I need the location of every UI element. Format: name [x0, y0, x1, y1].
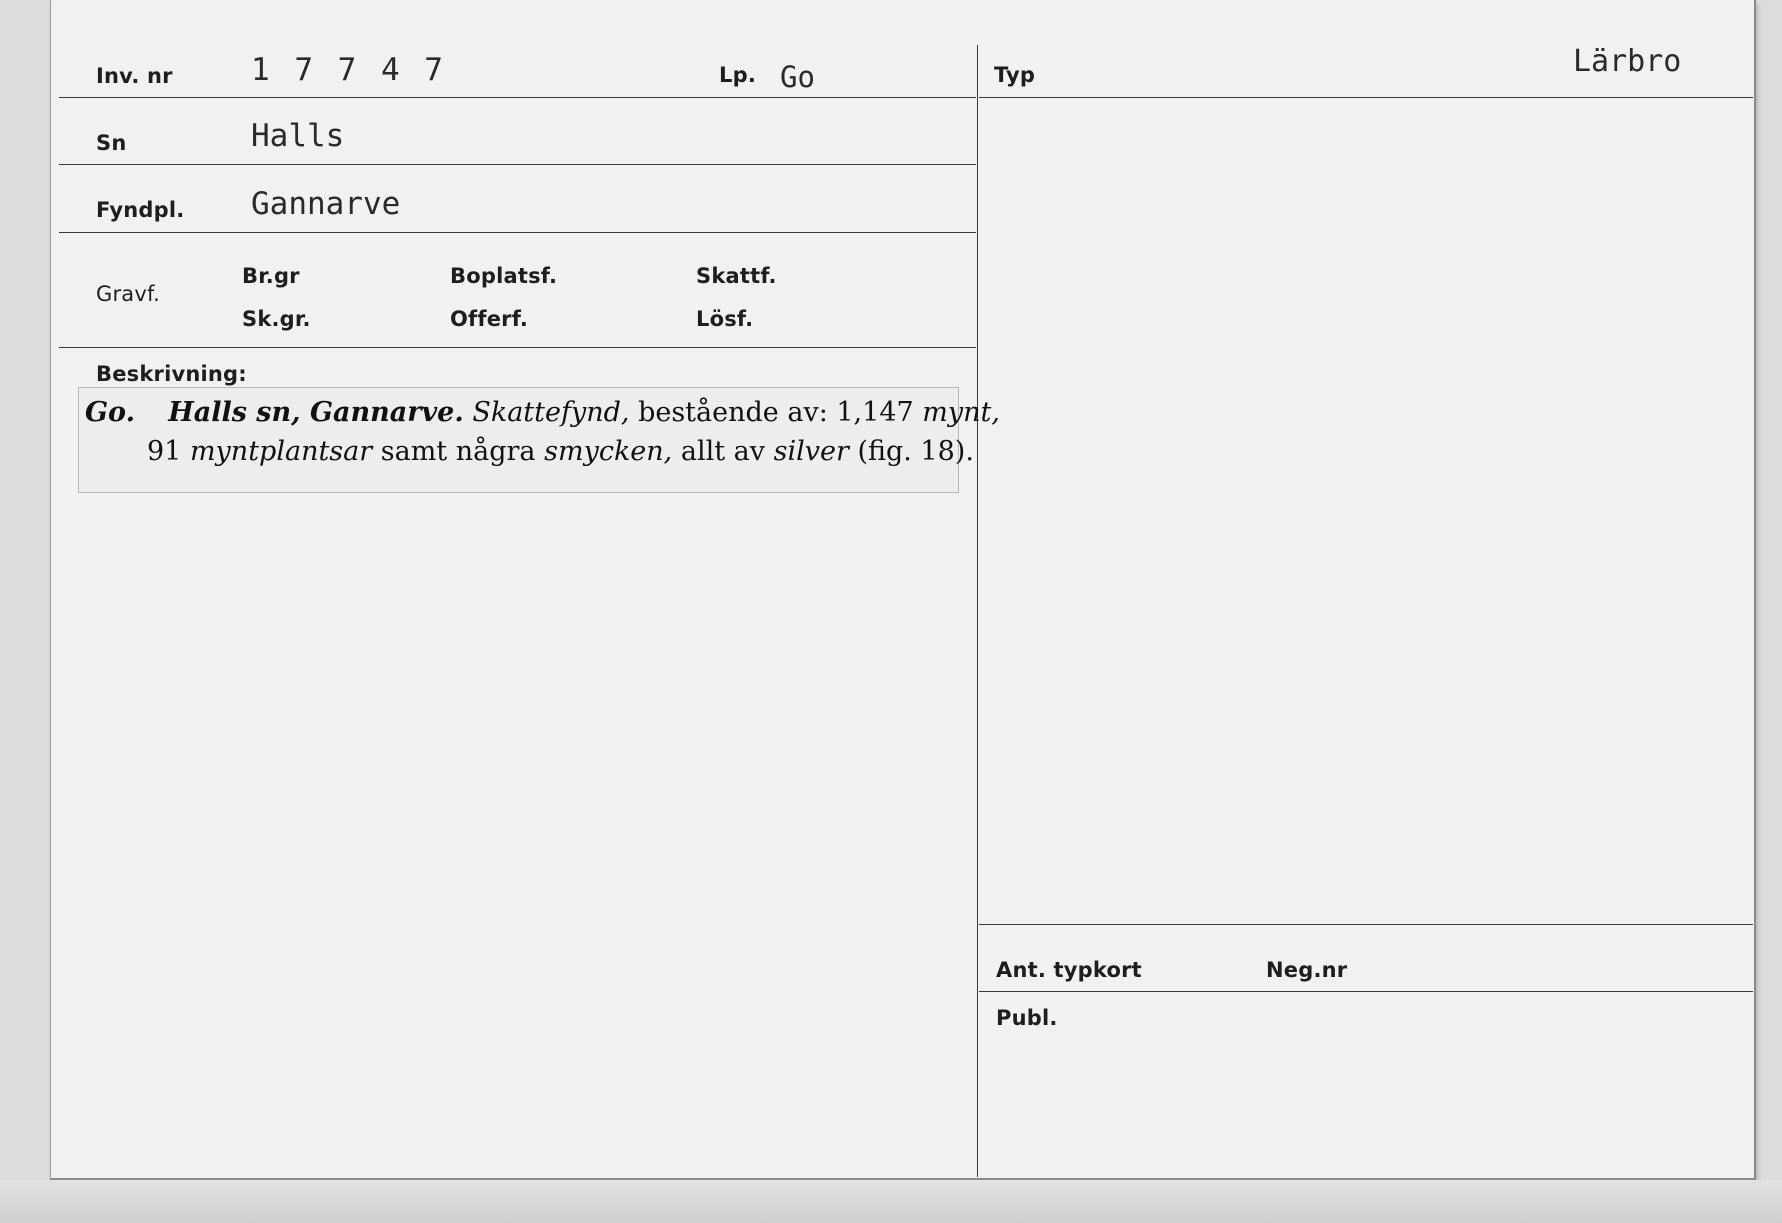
- sn-label: Sn: [96, 131, 127, 155]
- desc-text-4: allt av: [672, 436, 774, 467]
- typ-label: Typ: [994, 63, 1036, 87]
- gravf-label: Gravf.: [96, 282, 160, 306]
- desc-text-1: bestående av: 1,147: [629, 397, 923, 428]
- sn-value: Halls: [251, 118, 345, 154]
- offerf-label: Offerf.: [450, 307, 529, 331]
- beskrivning-label: Beskrivning:: [96, 362, 247, 386]
- rule-fyndpl: [59, 232, 976, 233]
- scan-background-strip: [0, 1180, 1782, 1223]
- rule-ant-typkort-top: [979, 924, 1753, 925]
- lp-label: Lp.: [719, 63, 756, 87]
- brgr-label: Br.gr: [242, 264, 300, 288]
- rule-publ-top: [979, 991, 1753, 992]
- rule-inv: [59, 97, 976, 98]
- rule-typ: [979, 97, 1753, 98]
- typ-value: Lärbro: [1573, 44, 1682, 79]
- description-slip: [78, 387, 1000, 493]
- rule-sn: [59, 164, 976, 165]
- rule-gravf: [59, 347, 976, 348]
- lp-value: Go: [780, 60, 815, 94]
- description-line-2: [147, 436, 974, 467]
- desc-text-2: 91: [147, 436, 190, 467]
- desc-region: Go.: [85, 397, 135, 428]
- inv-nr-label: Inv. nr: [96, 64, 173, 88]
- desc-smycken: smycken,: [544, 436, 673, 467]
- desc-find-type: Skattefynd,: [472, 397, 630, 428]
- publ-label: Publ.: [996, 1006, 1058, 1030]
- desc-myntplantsar: myntplantsar: [189, 436, 373, 467]
- ant-typkort-label: Ant. typkort: [996, 958, 1142, 982]
- desc-silver: silver: [773, 436, 849, 467]
- boplatsf-label: Boplatsf.: [450, 264, 558, 288]
- inv-nr-value: 1 7 7 4 7: [251, 52, 446, 88]
- losf-label: Lösf.: [696, 307, 754, 331]
- desc-mynt: mynt,: [922, 397, 1000, 428]
- skgr-label: Sk.gr.: [242, 307, 311, 331]
- desc-fig-ref: (fig. 18).: [848, 436, 974, 467]
- desc-text-3: samt några: [372, 436, 545, 467]
- skattf-label: Skattf.: [696, 264, 777, 288]
- neg-nr-label: Neg.nr: [1266, 958, 1348, 982]
- fyndpl-value: Gannarve: [251, 186, 401, 222]
- description-line-1: [85, 397, 1000, 428]
- column-divider: [977, 45, 978, 1177]
- fyndpl-label: Fyndpl.: [96, 198, 185, 222]
- desc-place: Halls sn, Gannarve.: [168, 397, 464, 428]
- index-card: [50, 0, 1756, 1180]
